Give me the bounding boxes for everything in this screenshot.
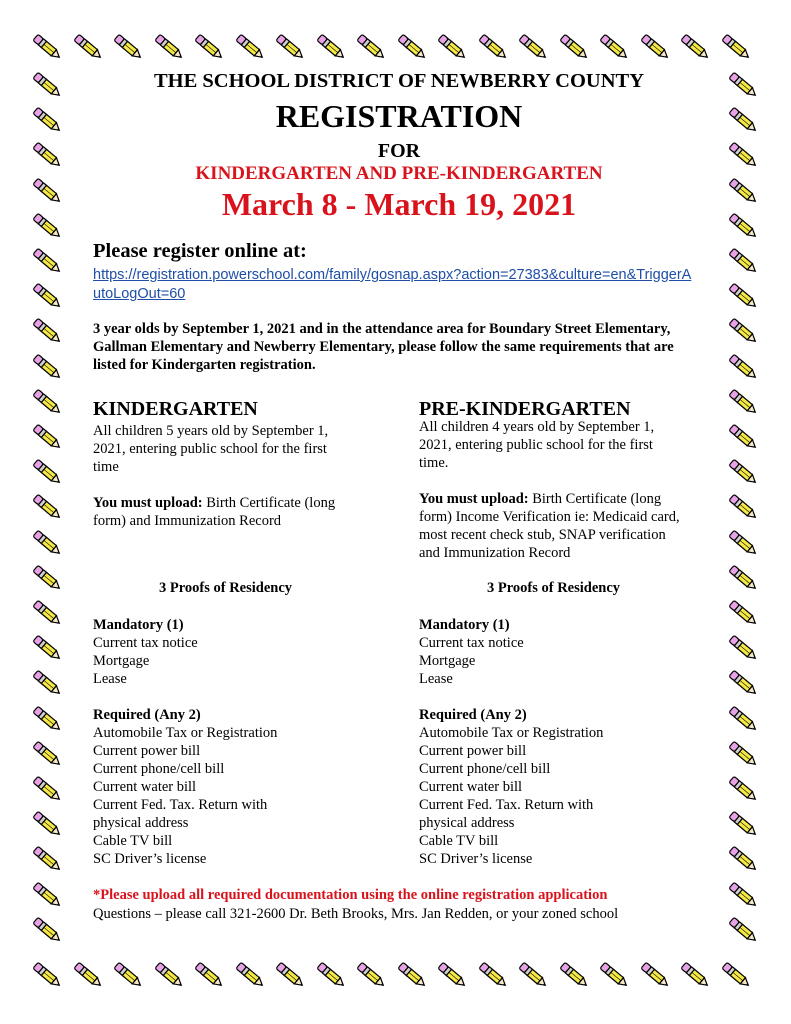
kindergarten-heading: KINDERGARTEN <box>93 398 258 420</box>
list-item: Current water bill <box>419 779 523 795</box>
pencil-icon <box>726 420 760 454</box>
pencil-icon <box>726 666 760 700</box>
pencil-icon <box>476 958 510 992</box>
pre-kindergarten-upload-text: Birth Certificate (long form) Income Verification ie: Medicaid card, most recent check stub, SNAP verification and Immunization Record <box>419 491 680 561</box>
pencil-icon <box>726 526 760 560</box>
pencil-icon <box>726 561 760 595</box>
pencil-icon <box>30 209 64 243</box>
pencil-icon <box>30 30 64 64</box>
pencil-icon <box>30 314 64 348</box>
pencil-icon <box>30 490 64 524</box>
pencil-icon <box>314 30 348 64</box>
list-item: Current Fed. Tax. Return with <box>93 797 268 813</box>
pencil-icon <box>719 958 753 992</box>
pencil-icon <box>726 244 760 278</box>
pencil-icon <box>726 350 760 384</box>
pencil-icon <box>111 30 145 64</box>
district-name: THE SCHOOL DISTRICT OF NEWBERRY COUNTY <box>153 70 645 92</box>
pencil-icon <box>597 30 631 64</box>
pencil-icon <box>30 455 64 489</box>
pencil-icon <box>726 490 760 524</box>
list-item: Current water bill <box>93 779 197 795</box>
list-item: Current tax notice <box>419 635 524 651</box>
pencil-icon <box>395 958 429 992</box>
pre-kindergarten-mandatory-heading: Mandatory (1) <box>419 617 510 633</box>
pre-kindergarten-upload-label: You must upload: <box>419 491 529 507</box>
list-item: Lease <box>419 671 453 687</box>
pencil-icon <box>30 385 64 419</box>
pencil-icon <box>719 30 753 64</box>
kindergarten-proofs-heading: 3 Proofs of Residency <box>159 580 293 596</box>
list-item: Automobile Tax or Registration <box>93 725 278 741</box>
list-item: SC Driver’s license <box>419 851 533 867</box>
pre-kindergarten-residency-list <box>419 616 603 868</box>
register-online-heading: Please register online at: <box>93 240 307 262</box>
pencil-icon <box>152 30 186 64</box>
list-item: Current phone/cell bill <box>93 761 225 777</box>
kindergarten-mandatory-heading: Mandatory (1) <box>93 617 184 633</box>
pencil-icon <box>726 209 760 243</box>
pre-kindergarten-details <box>419 418 684 562</box>
for-label: FOR <box>377 140 421 162</box>
pencil-icon <box>726 772 760 806</box>
pencil-icon <box>192 958 226 992</box>
pre-kindergarten-required-heading: Required (Any 2) <box>419 707 527 723</box>
pencil-icon <box>516 958 550 992</box>
registration-dates: March 8 - March 19, 2021 <box>221 186 577 222</box>
registration-link[interactable]: https://registration.powerschool.com/family/gosnap.aspx?action=27383&culture=en&TriggerAutoLogOut=60 <box>93 267 692 302</box>
pencil-icon <box>30 772 64 806</box>
list-item: Current power bill <box>93 743 201 759</box>
kindergarten-required-heading: Required (Any 2) <box>93 707 201 723</box>
list-item: Current phone/cell bill <box>419 761 551 777</box>
grades-heading: KINDERGARTEN AND PRE-KINDERGARTEN <box>195 163 603 184</box>
pencil-icon <box>678 30 712 64</box>
list-item: Mortgage <box>93 653 150 669</box>
pencil-icon <box>726 455 760 489</box>
pencil-icon <box>314 958 348 992</box>
pencil-icon <box>476 30 510 64</box>
list-item: Current tax notice <box>93 635 198 651</box>
pencil-icon <box>726 68 760 102</box>
pencil-icon <box>30 913 64 947</box>
kindergarten-details <box>93 422 343 530</box>
list-item: Lease <box>93 671 127 687</box>
pencil-icon <box>30 561 64 595</box>
page-title: REGISTRATION <box>275 98 523 134</box>
questions-contact: Questions – please call 321-2600 Dr. Beth Brooks, Mrs. Jan Redden, or your zoned school <box>93 906 619 922</box>
pencil-icon <box>726 842 760 876</box>
pencil-icon <box>30 103 64 137</box>
pencil-icon <box>30 737 64 771</box>
pencil-icon <box>233 30 267 64</box>
pencil-icon <box>30 958 64 992</box>
pre-kindergarten-proofs-heading: 3 Proofs of Residency <box>487 580 621 596</box>
pencil-icon <box>354 30 388 64</box>
pencil-icon <box>30 666 64 700</box>
pencil-icon <box>30 138 64 172</box>
list-item: Mortgage <box>419 653 476 669</box>
pencil-icon <box>30 596 64 630</box>
pencil-icon <box>435 30 469 64</box>
pencil-icon <box>678 958 712 992</box>
pencil-icon <box>726 314 760 348</box>
pencil-icon <box>30 631 64 665</box>
pencil-icon <box>726 878 760 912</box>
list-item: SC Driver’s license <box>93 851 207 867</box>
kindergarten-eligibility: All children 5 years old by September 1, 2021, entering public school for the first time <box>93 423 329 475</box>
pencil-icon <box>726 174 760 208</box>
list-item: Automobile Tax or Registration <box>419 725 604 741</box>
pencil-icon <box>557 30 591 64</box>
pencil-icon <box>30 68 64 102</box>
pencil-icon <box>30 807 64 841</box>
list-item: Current power bill <box>419 743 527 759</box>
list-item: physical address <box>419 815 515 831</box>
pencil-icon <box>30 526 64 560</box>
pencil-icon <box>638 958 672 992</box>
list-item: Cable TV bill <box>419 833 499 849</box>
pencil-icon <box>726 702 760 736</box>
pencil-icon <box>233 958 267 992</box>
kindergarten-upload <box>93 494 343 530</box>
pencil-icon <box>71 30 105 64</box>
pencil-icon <box>30 244 64 278</box>
pre-kindergarten-heading: PRE-KINDERGARTEN <box>419 398 631 420</box>
pencil-icon <box>726 737 760 771</box>
pencil-icon <box>192 30 226 64</box>
pencil-icon <box>152 958 186 992</box>
pencil-icon <box>71 958 105 992</box>
pencil-icon <box>30 279 64 313</box>
pencil-icon <box>557 958 591 992</box>
list-item: Current Fed. Tax. Return with <box>419 797 594 813</box>
pencil-icon <box>273 30 307 64</box>
pre-kindergarten-upload <box>419 490 684 562</box>
kindergarten-upload-text: Birth Certificate (long form) and Immunization Record <box>93 495 336 529</box>
list-item: Cable TV bill <box>93 833 173 849</box>
pencil-icon <box>726 279 760 313</box>
kindergarten-residency-list <box>93 616 277 868</box>
pencil-icon <box>30 878 64 912</box>
pencil-icon <box>30 420 64 454</box>
upload-note: *Please upload all required documentation using the online registration application <box>93 887 608 903</box>
pre-kindergarten-eligibility: All children 4 years old by September 1, 2021, entering public school for the first time. <box>419 419 655 471</box>
pencil-icon <box>726 596 760 630</box>
pencil-icon <box>516 30 550 64</box>
pencil-icon <box>726 103 760 137</box>
pencil-icon <box>30 702 64 736</box>
pencil-icon <box>273 958 307 992</box>
pencil-icon <box>30 842 64 876</box>
list-item: physical address <box>93 815 189 831</box>
pencil-icon <box>354 958 388 992</box>
pencil-icon <box>638 30 672 64</box>
pencil-icon <box>726 631 760 665</box>
kindergarten-upload-label: You must upload: <box>93 495 203 511</box>
pencil-icon <box>435 958 469 992</box>
pencil-icon <box>597 958 631 992</box>
pencil-icon <box>111 958 145 992</box>
pencil-icon <box>395 30 429 64</box>
pencil-icon <box>30 174 64 208</box>
pencil-icon <box>726 807 760 841</box>
pencil-icon <box>726 913 760 947</box>
pencil-icon <box>726 138 760 172</box>
three-year-old-note: 3 year olds by September 1, 2021 and in the attendance area for Boundary Street Elementary, Gallman Elementary and Newberry Elementary, please follow the same requirements that are listed for Kindergarten registration. <box>93 321 674 373</box>
pencil-icon <box>726 385 760 419</box>
pencil-icon <box>30 350 64 384</box>
